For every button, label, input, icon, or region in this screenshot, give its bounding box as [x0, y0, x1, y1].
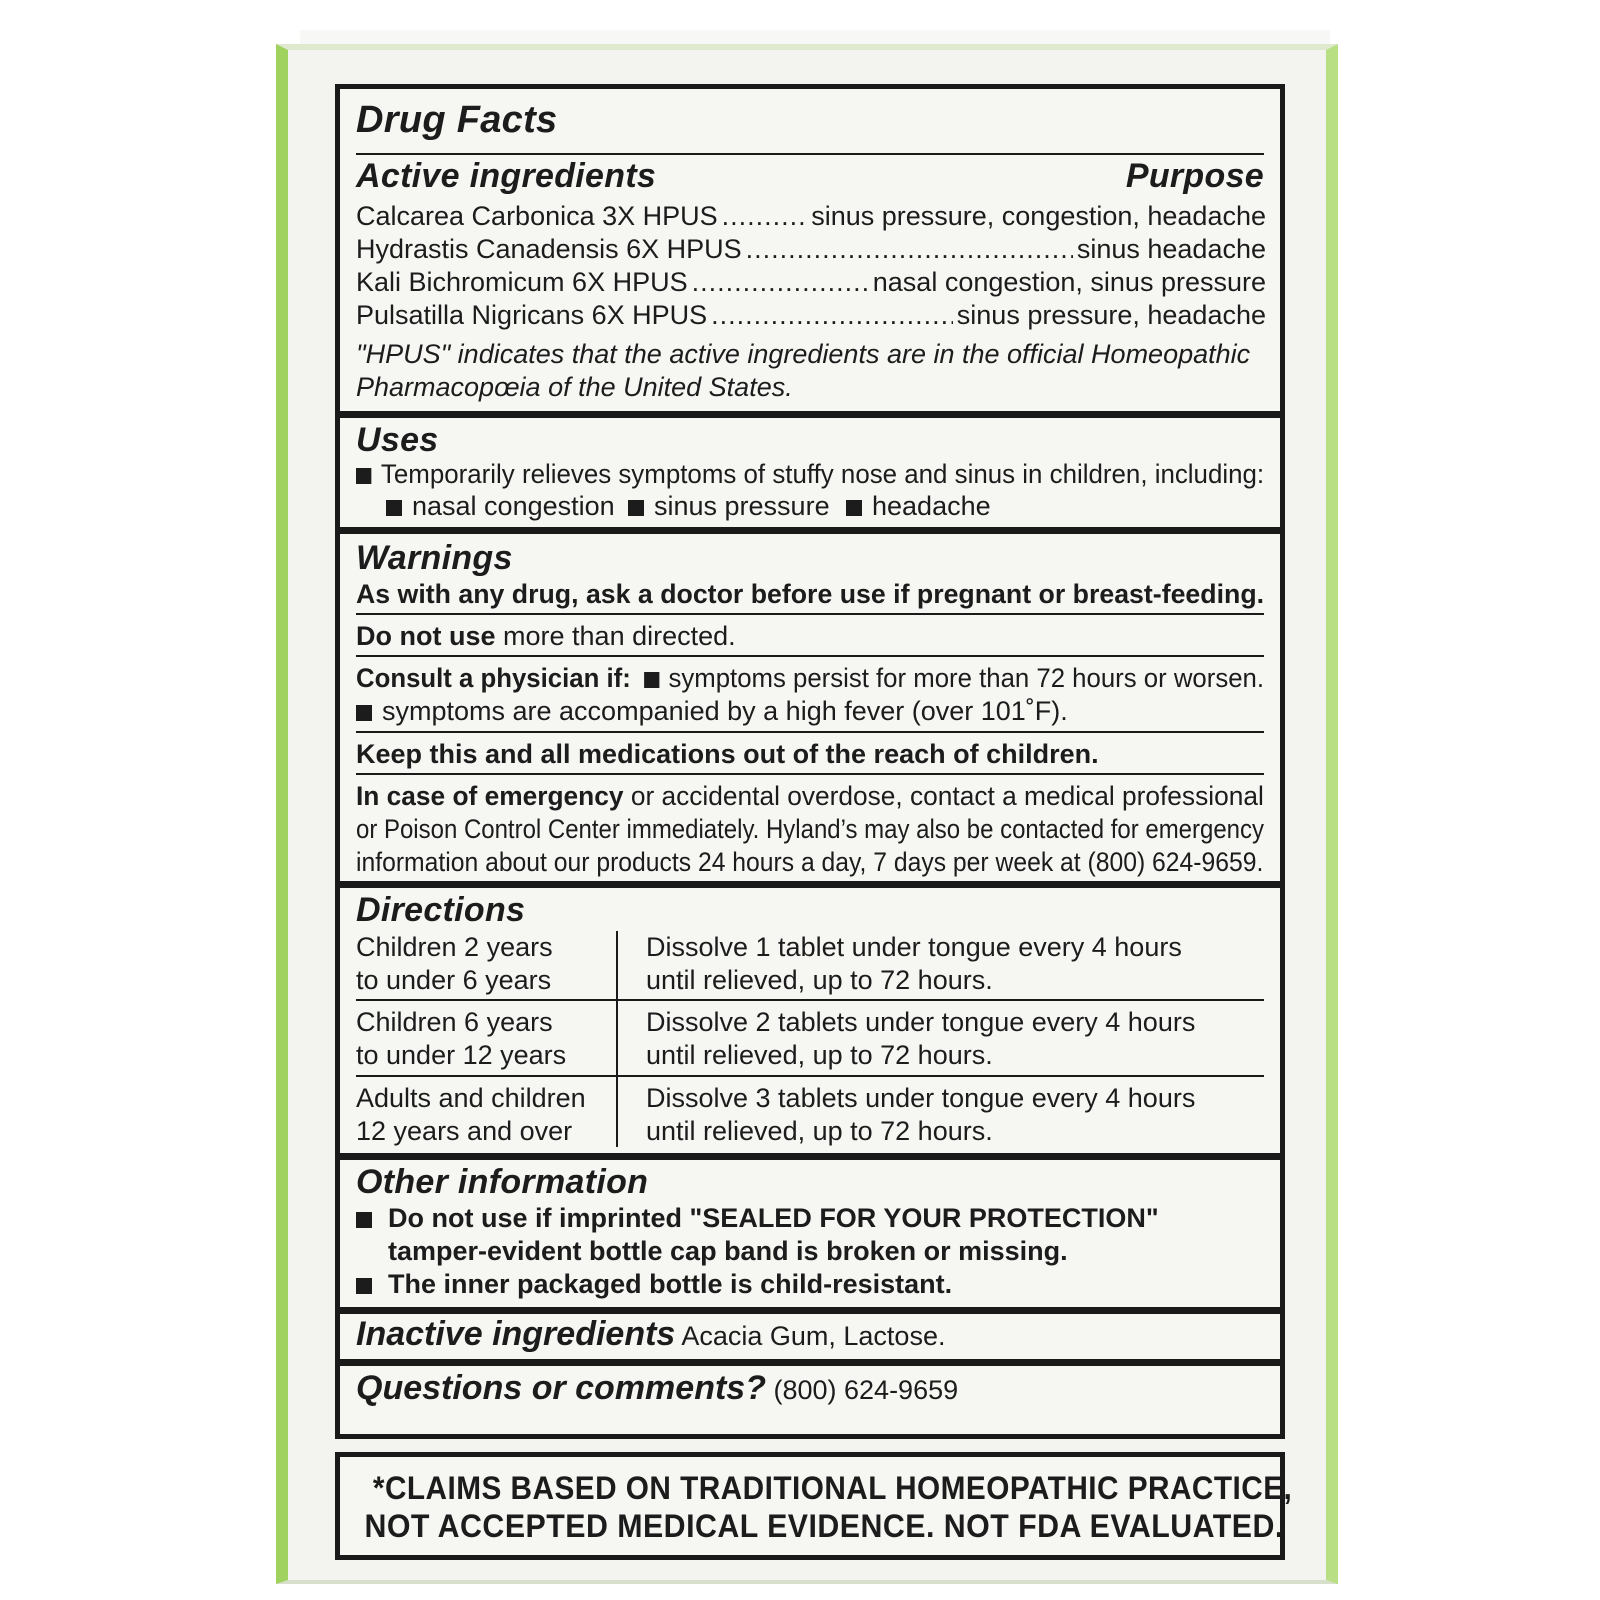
section-divider: [340, 881, 1280, 888]
leader-dots: [746, 234, 1073, 265]
directions-rule: [356, 999, 1264, 1001]
bullet-square-icon: [356, 705, 372, 721]
directions-dose: Dissolve 2 tablets under tongue every 4 hours: [646, 1007, 1196, 1037]
section-divider: [340, 1153, 1280, 1160]
section-divider: [340, 1307, 1280, 1314]
uses-item-text: nasal congestion: [412, 491, 615, 521]
uses-text: Temporarily relieves symptoms of stuffy nose and sinus in children, including:: [380, 459, 1265, 489]
section-divider: [340, 411, 1280, 418]
uses-item-text: headache: [872, 491, 991, 521]
ingredient-name: Calcarea Carbonica 3X HPUS: [356, 201, 718, 231]
bullet-square-icon: [356, 1212, 372, 1228]
directions-dose: Dissolve 3 tablets under tongue every 4 hours: [646, 1083, 1196, 1113]
leader-dots: [722, 201, 808, 232]
directions-age: Adults and children: [356, 1083, 586, 1113]
claims-line: NOT ACCEPTED MEDICAL EVIDENCE. NOT FDA EVALUATED.: [364, 1508, 1284, 1544]
do-not-use: [356, 621, 736, 652]
directions-age: to under 6 years: [356, 965, 552, 995]
uses-heading: Uses: [356, 421, 439, 459]
active-ingredients-heading: Active ingredients: [356, 157, 657, 195]
do-not-use-label: Do not use: [356, 621, 496, 651]
pregnancy-warning: As with any drug, ask a doctor before use if pregnant or breast-feeding.: [356, 579, 1265, 609]
warning-rule: [356, 613, 1264, 615]
active-row: [356, 300, 1266, 331]
hpus-note: "HPUS" indicates that the active ingredients are in the official Homeopathic: [356, 339, 1251, 369]
other-item-text: Do not use if imprinted "SEALED FOR YOUR PROTECTION": [388, 1203, 1159, 1233]
active-row: [356, 234, 1266, 265]
warnings-heading: Warnings: [356, 539, 513, 577]
keep-away-warning: Keep this and all medications out of the reach of children.: [356, 739, 1099, 769]
directions-age: Children 2 years: [356, 932, 553, 962]
uses-item: [846, 491, 991, 522]
other-information-heading: Other information: [356, 1163, 649, 1201]
warning-rule: [356, 773, 1264, 775]
other-item: [356, 1269, 952, 1300]
leader-dots: [711, 300, 953, 331]
ingredient-purpose: sinus pressure, headache: [956, 300, 1266, 330]
ingredient-name: Hydrastis Canadensis 6X HPUS: [356, 234, 742, 264]
bullet-square-icon: [356, 1278, 372, 1294]
directions-age: to under 12 years: [356, 1040, 567, 1070]
title-rule: [356, 153, 1264, 155]
purpose-heading: Purpose: [1125, 157, 1264, 195]
section-divider: [340, 527, 1280, 534]
ingredient-name: Pulsatilla Nigricans 6X HPUS: [356, 300, 708, 330]
questions: [356, 1369, 958, 1408]
uses-item-text: sinus pressure: [654, 491, 830, 521]
other-item-text: tamper-evident bottle cap band is broken or missing.: [388, 1236, 1068, 1266]
bullet-square-icon: [628, 500, 644, 516]
uses-line: [356, 459, 1264, 490]
bullet-square-icon: [846, 500, 862, 516]
active-row: [356, 201, 1266, 232]
questions-heading: Questions or comments?: [356, 1369, 766, 1407]
bullet-square-icon: [386, 500, 402, 516]
bullet-square-icon: [356, 468, 371, 484]
ingredient-purpose: sinus headache: [1076, 234, 1266, 264]
warning-rule: [356, 731, 1264, 733]
ingredient-purpose: nasal congestion, sinus pressure: [872, 267, 1266, 297]
emergency-line: or accidental overdose, contact a medical professional: [630, 781, 1264, 811]
emergency-label: In case of emergency: [356, 781, 624, 811]
inactive-ingredients: [356, 1315, 945, 1354]
directions-age: Children 6 years: [356, 1007, 553, 1037]
leader-dots: [692, 267, 869, 298]
bullet-square-icon: [644, 672, 659, 688]
other-item: [356, 1203, 1159, 1234]
uses-item: [628, 491, 830, 522]
emergency-line: or Poison Control Center immediately. Hyland’s may also be contacted for emergency: [356, 814, 1264, 844]
do-not-use-text: more than directed.: [503, 621, 736, 651]
directions-dose: until relieved, up to 72 hours.: [646, 1040, 993, 1070]
consult-physician-2: [356, 696, 1068, 727]
directions-dose: Dissolve 1 tablet under tongue every 4 hours: [646, 932, 1182, 962]
questions-phone: (800) 624-9659: [773, 1375, 959, 1405]
directions-dose: until relieved, up to 72 hours.: [646, 1116, 993, 1146]
ingredient-purpose: sinus pressure, congestion, headache: [811, 201, 1266, 231]
directions-age: 12 years and over: [356, 1116, 573, 1146]
consult-label: Consult a physician if:: [356, 663, 631, 693]
claims-line: *CLAIMS BASED ON TRADITIONAL HOMEOPATHIC PRACTICE,: [372, 1470, 1293, 1506]
active-row: [356, 267, 1266, 298]
consult-item: symptoms are accompanied by a high fever (over 101˚F).: [382, 696, 1068, 726]
uses-item: [386, 491, 615, 522]
emergency-text: [356, 781, 1264, 812]
claims-disclaimer-box: [335, 1452, 1293, 1560]
consult-item: symptoms persist for more than 72 hours or worsen.: [668, 663, 1265, 693]
drug-facts-panel: [335, 84, 1285, 1439]
inactive-heading: Inactive ingredients: [356, 1315, 676, 1353]
inactive-text: Acacia Gum, Lactose.: [681, 1321, 946, 1351]
directions-column-divider: [616, 931, 618, 1147]
other-item-text: The inner packaged bottle is child-resistant.: [388, 1269, 953, 1299]
hpus-note-2: Pharmacopœia of the United States.: [356, 372, 793, 402]
section-divider: [340, 1359, 1280, 1366]
ingredient-name: Kali Bichromicum 6X HPUS: [356, 267, 688, 297]
directions-dose: until relieved, up to 72 hours.: [646, 965, 993, 995]
warning-rule: [356, 655, 1264, 657]
directions-rule: [356, 1075, 1264, 1077]
consult-physician: [356, 663, 1264, 694]
drug-facts-title: Drug Facts: [356, 99, 558, 141]
emergency-line: information about our products 24 hours a day, 7 days per week at (800) 624-9659.: [356, 847, 1264, 877]
directions-heading: Directions: [356, 891, 526, 929]
